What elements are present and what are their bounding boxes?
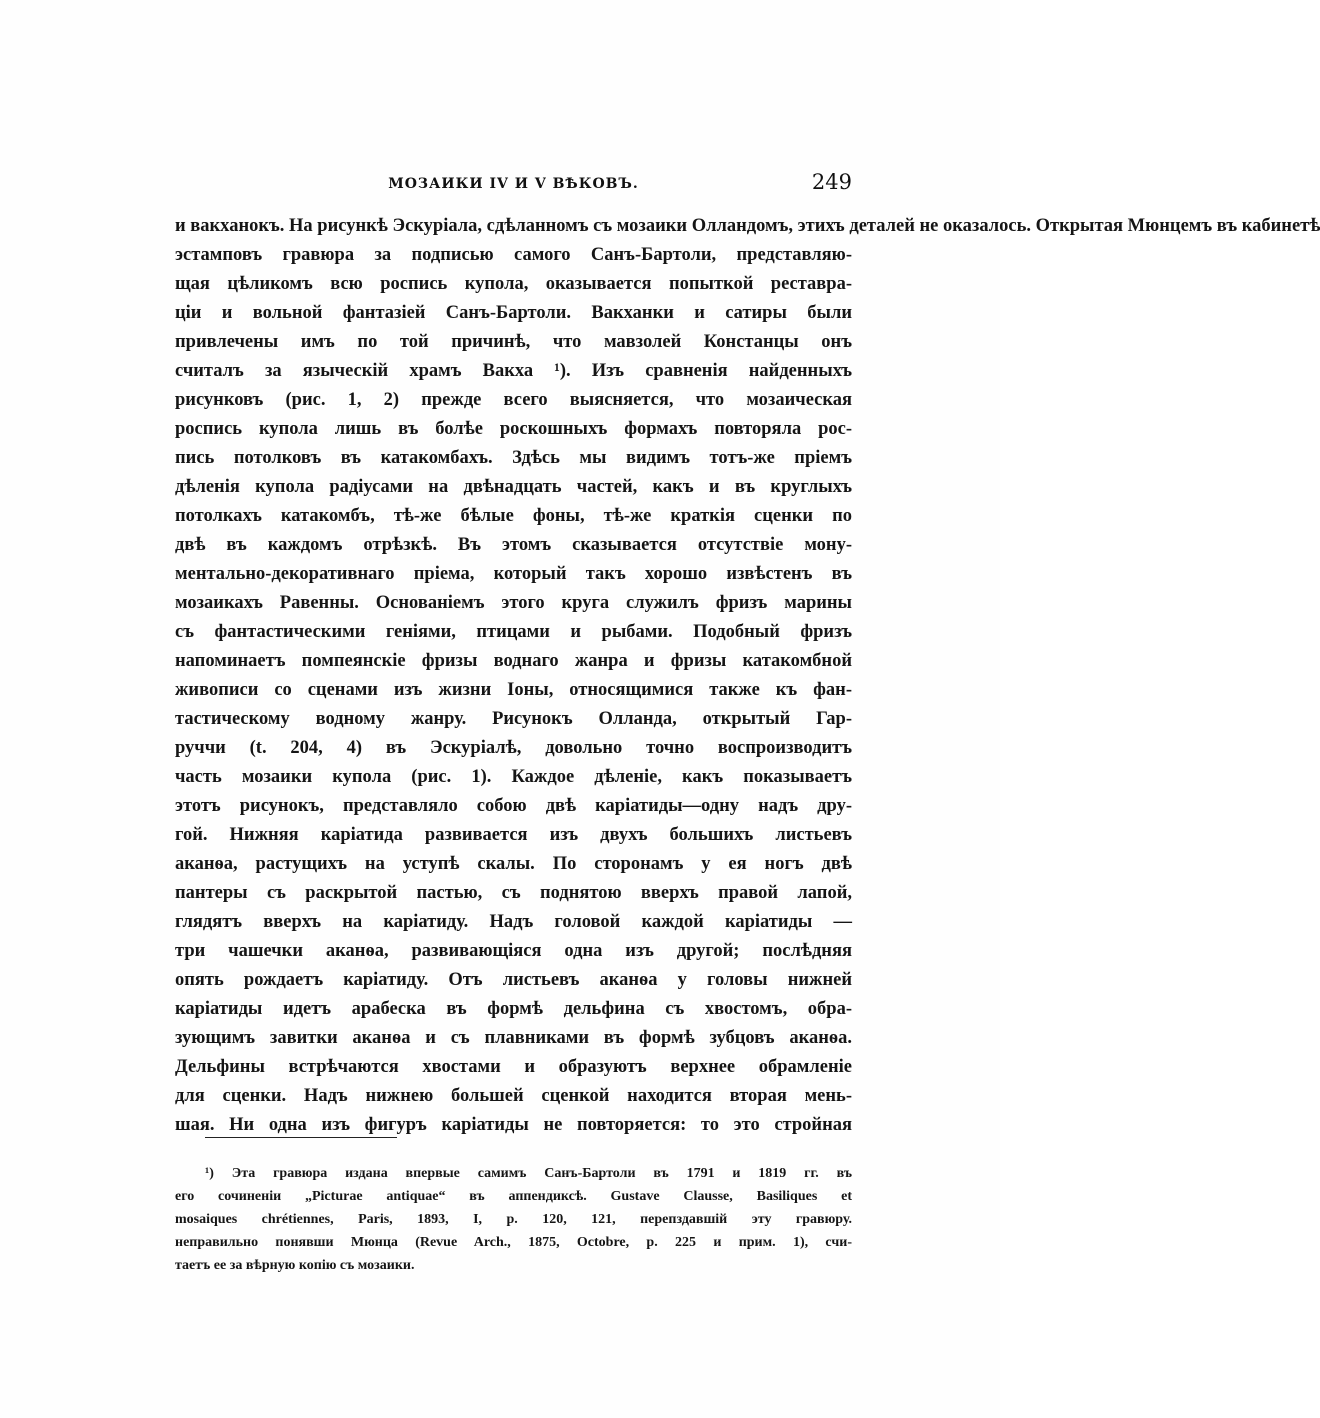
text-line: напоминаетъ помпеянскіе фризы воднаго жанра и фризы катакомбной <box>175 651 852 671</box>
body-text <box>175 212 1320 1140</box>
text-line: глядятъ вверхъ на каріатиду. Надъ головой каждой каріатиды — <box>175 912 852 932</box>
text-line: Дельфины встрѣчаются хвостами и образуютъ верхнее обрамленіе <box>175 1057 852 1077</box>
text-line: живописи со сценами изъ жизни Іоны, относящимися также къ фан- <box>175 680 852 700</box>
text-line: дѣленія купола радіусами на двѣнадцать частей, какъ и въ круглыхъ <box>175 477 852 497</box>
text-line: считалъ за языческій храмъ Вакха ¹). Изъ сравненія найденныхъ <box>175 361 852 381</box>
footnote <box>175 1162 852 1277</box>
text-line: гой. Нижняя каріатида развивается изъ двухъ большихъ листьевъ <box>175 825 852 845</box>
text-line: руччи (t. 204, 4) въ Эскуріалѣ, довольно точно воспроизводитъ <box>175 738 852 758</box>
footnote-line: его сочиненіи „Picturae antiquae“ въ аппендиксѣ. Gustave Clausse, Basiliques et <box>175 1189 852 1204</box>
footnote-line: таетъ ее за вѣрную копію съ мозаики. <box>175 1258 415 1273</box>
text-line: часть мозаики купола (рис. 1). Каждое дѣленіе, какъ показываетъ <box>175 767 852 787</box>
text-line: для сценки. Надъ нижнею большей сценкой находится вторая мень- <box>175 1086 852 1106</box>
footnote-rule <box>205 1137 397 1138</box>
text-line: двѣ въ каждомъ отрѣзкѣ. Въ этомъ сказывается отсутствіе мону- <box>175 535 852 555</box>
text-line: привлечены имъ по той причинѣ, что мавзолей Констанцы онъ <box>175 332 852 352</box>
text-line: ціи и вольной фантазіей Санъ-Бартоли. Вакханки и сатиры были <box>175 303 852 323</box>
text-line: пись потолковъ въ катакомбахъ. Здѣсь мы видимъ тотъ-же пріемъ <box>175 448 852 468</box>
text-line: мозаикахъ Равенны. Основаніемъ этого круга служилъ фризъ марины <box>175 593 852 613</box>
text-line: щая цѣликомъ всю роспись купола, оказывается попыткой реставра- <box>175 274 852 294</box>
page-header <box>175 170 852 204</box>
text-line: роспись купола лишь въ болѣе роскошныхъ формахъ повторяла рос- <box>175 419 852 439</box>
text-line: шая. Ни одна изъ фигуръ каріатиды не повторяется: то это стройная <box>175 1115 852 1135</box>
text-line: пантеры съ раскрытой пастью, съ поднятою вверхъ правой лапой, <box>175 883 852 903</box>
running-title: МОЗАИКИ IV И V ВѢКОВЪ. <box>388 176 639 192</box>
text-line: три чашечки аканѳа, развивающіяся одна изъ другой; послѣдняя <box>175 941 852 961</box>
text-line: аканѳа, растущихъ на уступѣ скалы. По сторонамъ у ея ногъ двѣ <box>175 854 852 874</box>
text-line: эстамповъ гравюра за подписью самого Санъ-Бартоли, представляю- <box>175 245 852 265</box>
footnote-line: неправильно понявши Мюнца (Revue Arch., 1875, Octobre, p. 225 и прим. 1), счи- <box>175 1235 852 1250</box>
text-line: потолкахъ катакомбъ, тѣ-же бѣлые фоны, тѣ-же краткія сценки по <box>175 506 852 526</box>
text-line: рисунковъ (рис. 1, 2) прежде всего выясняется, что мозаическая <box>175 390 852 410</box>
text-line: этотъ рисунокъ, представляло собою двѣ каріатиды—одну надъ дру- <box>175 796 852 816</box>
text-line: опять рождаетъ каріатиду. Отъ листьевъ аканѳа у головы нижней <box>175 970 852 990</box>
text-line: и вакханокъ. На рисункѣ Эскуріала, сдѣланномъ съ мозаики Олландомъ, этихъ деталей не оказалось. Открытая Мюнцемъ въ кабинетѣ <box>175 216 1320 236</box>
text-line: каріатиды идетъ арабеска въ формѣ дельфина съ хвостомъ, обра- <box>175 999 852 1019</box>
text-line: ментально-декоративнаго пріема, который такъ хорошо извѣстенъ въ <box>175 564 852 584</box>
text-line: зующимъ завитки аканѳа и съ плавниками въ формѣ зубцовъ аканѳа. <box>175 1028 852 1048</box>
footnote-line: ¹) Эта гравюра издана впервые самимъ Санъ-Бартоли въ 1791 и 1819 гг. въ <box>205 1166 852 1181</box>
text-line: съ фантастическими геніями, птицами и рыбами. Подобный фризъ <box>175 622 852 642</box>
page-number: 249 <box>811 170 852 194</box>
footnote-line: mosaiques chrétiennes, Paris, 1893, I, p. 120, 121, перепздавшій эту гравюру. <box>175 1212 852 1227</box>
text-line: тастическому водному жанру. Рисунокъ Олланда, открытый Гар- <box>175 709 852 729</box>
